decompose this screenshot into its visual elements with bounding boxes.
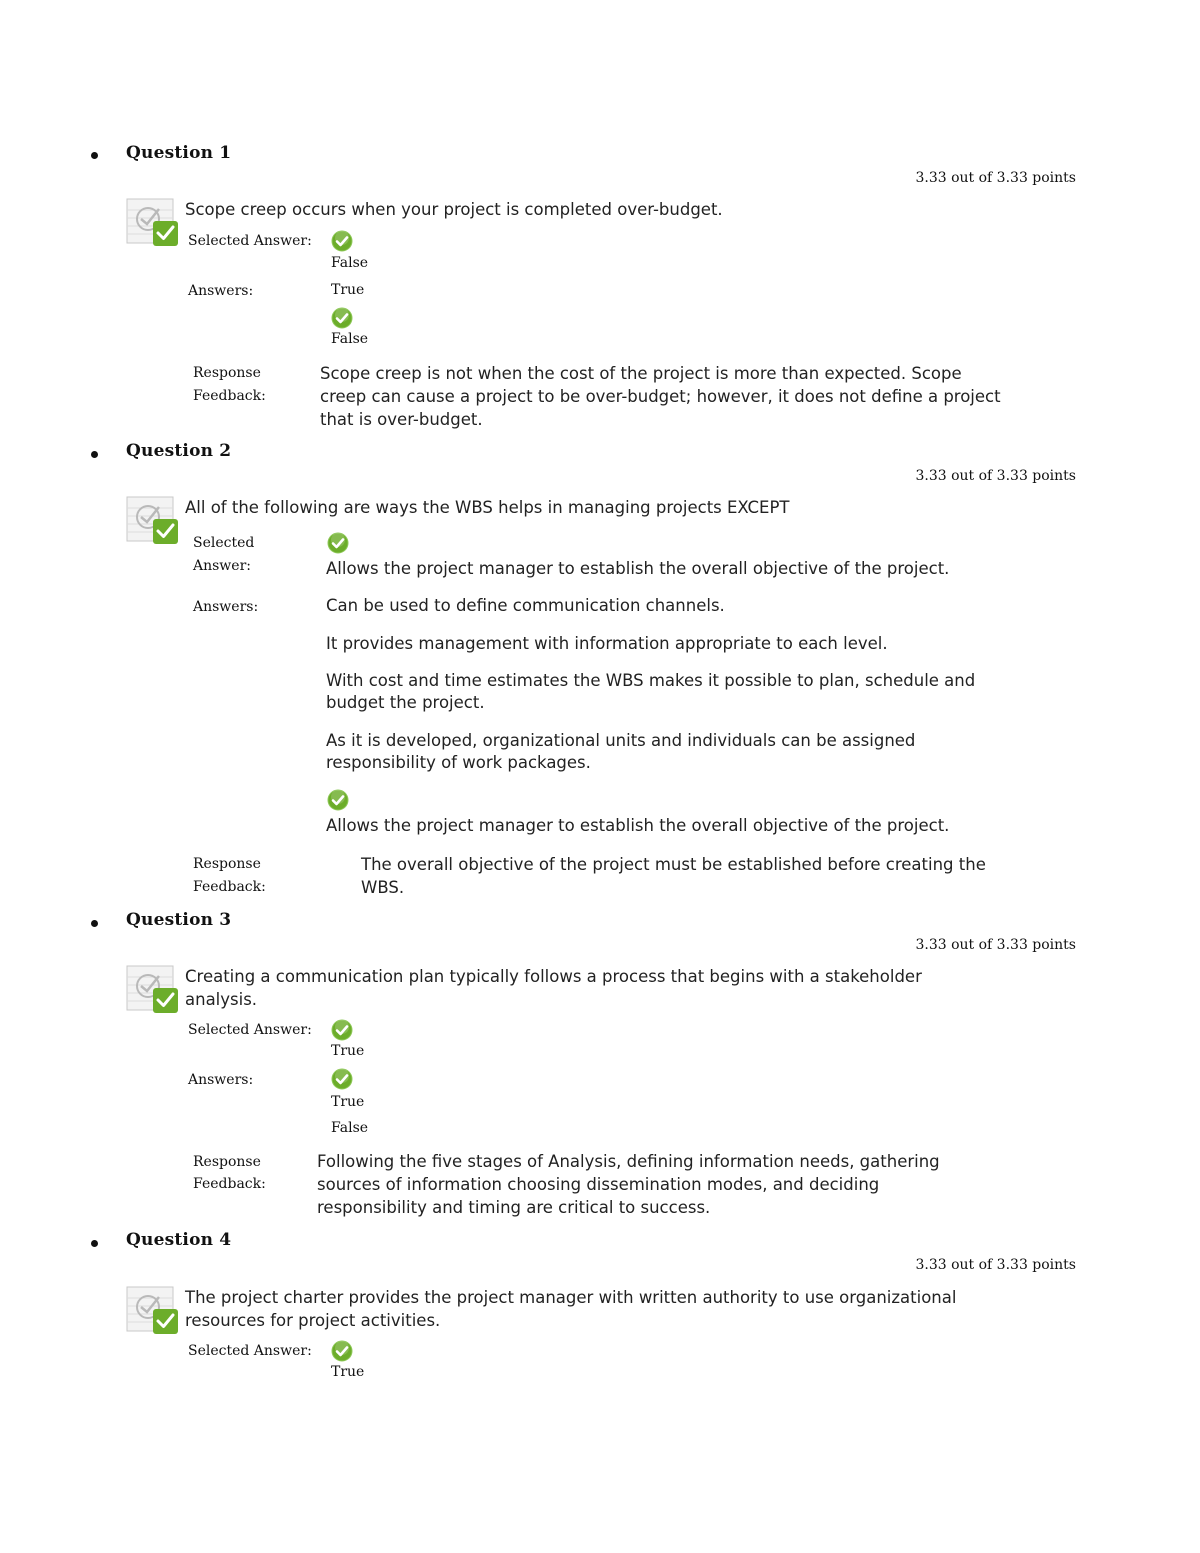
answers-label: Answers: bbox=[188, 283, 254, 299]
selected-label: Selected bbox=[193, 535, 255, 551]
answer-option: With cost and time estimates the WBS makes it possible to plan, schedule and budget the project. bbox=[326, 671, 976, 712]
question-points: 3.33 out of 3.33 points bbox=[915, 937, 1076, 953]
correct-check-icon bbox=[331, 1340, 353, 1362]
correct-check-icon bbox=[327, 532, 349, 554]
question-title: Question 2 bbox=[126, 441, 232, 461]
answers-label: Answers: bbox=[188, 1072, 254, 1088]
feedback-label: Feedback: bbox=[193, 388, 266, 404]
response-label: Response bbox=[193, 365, 261, 381]
answer-option: Allows the project manager to establish the overall objective of the project. bbox=[326, 816, 950, 835]
question-title: Question 1 bbox=[126, 143, 232, 163]
selected-answer-label: Selected Answer: bbox=[188, 1022, 312, 1038]
correct-check-icon bbox=[327, 789, 349, 811]
feedback-label: Feedback: bbox=[193, 879, 266, 895]
correct-check-icon bbox=[331, 1019, 353, 1041]
bullet bbox=[91, 451, 98, 458]
answer-option: False bbox=[331, 1120, 369, 1136]
graded-correct-icon bbox=[126, 196, 180, 248]
response-feedback: The overall objective of the project must be established before creating the WBS. bbox=[361, 855, 986, 897]
answer-option: False bbox=[331, 331, 369, 347]
question-points: 3.33 out of 3.33 points bbox=[915, 468, 1076, 484]
graded-correct-icon bbox=[126, 963, 180, 1015]
selected-answer-label: Selected Answer: bbox=[188, 233, 312, 249]
answer-option: True bbox=[331, 282, 365, 298]
correct-check-icon bbox=[331, 1068, 353, 1090]
bullet bbox=[91, 920, 98, 927]
answer-option: As it is developed, organizational units and individuals can be assigned responsibility of work packages. bbox=[326, 731, 916, 772]
selected-answer-label: Selected Answer: bbox=[188, 1343, 312, 1359]
question-title: Question 4 bbox=[126, 1230, 232, 1250]
question-text: Creating a communication plan typically follows a process that begins with a stakeholder analysis. bbox=[185, 967, 922, 1009]
correct-check-icon bbox=[331, 230, 353, 252]
response-feedback: Following the five stages of Analysis, defining information needs, gathering sources of information choosing dissemination modes, and deciding responsibility and timing are critical to success. bbox=[317, 1152, 940, 1217]
graded-correct-icon bbox=[126, 1284, 180, 1336]
selected-answer-value: Allows the project manager to establish the overall objective of the project. bbox=[326, 559, 950, 578]
correct-check-icon bbox=[331, 307, 353, 329]
answer-option: True bbox=[331, 1094, 365, 1110]
selected-answer-value: False bbox=[331, 255, 369, 271]
selected-answer-value: True bbox=[331, 1043, 365, 1059]
answer-option: It provides management with information appropriate to each level. bbox=[326, 634, 888, 653]
response-label: Response bbox=[193, 856, 261, 872]
bullet bbox=[91, 1240, 98, 1247]
response-feedback: Scope creep is not when the cost of the project is more than expected. Scope creep can cause a project to be over-budget; however, it does not define a project that is over-budget. bbox=[320, 364, 1001, 429]
question-text: All of the following are ways the WBS helps in managing projects EXCEPT bbox=[185, 498, 790, 517]
graded-correct-icon bbox=[126, 494, 180, 546]
selected-answer-value: True bbox=[331, 1364, 365, 1380]
feedback-label: Feedback: bbox=[193, 1176, 266, 1192]
question-text: The project charter provides the project manager with written authority to use organizational resources for project activities. bbox=[185, 1288, 957, 1330]
question-text: Scope creep occurs when your project is completed over-budget. bbox=[185, 200, 723, 219]
question-points: 3.33 out of 3.33 points bbox=[915, 1257, 1076, 1273]
answer-option: Can be used to define communication channels. bbox=[326, 596, 725, 615]
question-title: Question 3 bbox=[126, 910, 232, 930]
bullet bbox=[91, 152, 98, 159]
question-points: 3.33 out of 3.33 points bbox=[915, 170, 1076, 186]
answer-label: Answer: bbox=[193, 558, 251, 574]
response-label: Response bbox=[193, 1154, 261, 1170]
answers-label: Answers: bbox=[193, 599, 259, 615]
